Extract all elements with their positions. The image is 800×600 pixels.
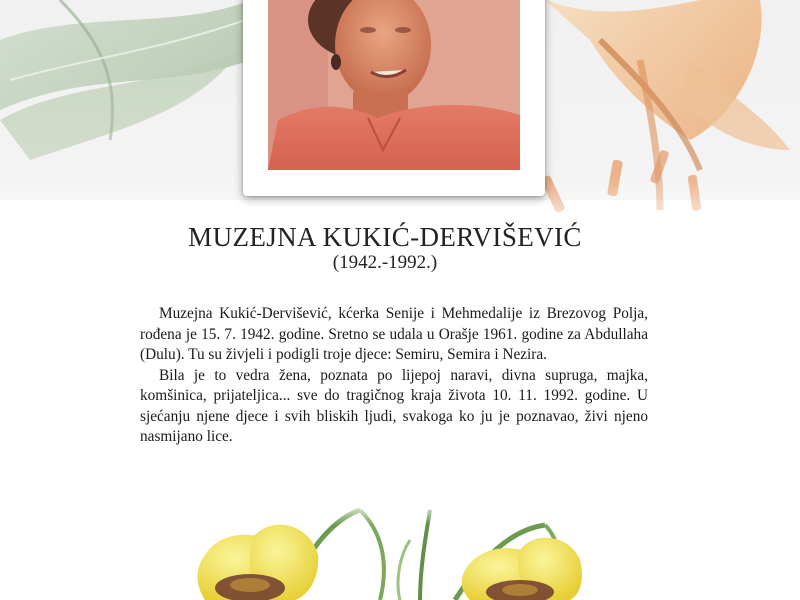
yellow-flowers-decoration-icon (0, 500, 800, 600)
life-dates: (1942.-1992.) (332, 252, 438, 273)
biography (140, 304, 648, 448)
portrait-icon (268, 0, 520, 170)
portrait-photo (268, 0, 520, 170)
biography-paragraph: Muzejna Kukić-Dervišević, kćerka Senije i Mehmedalije iz Brezovog Polja, rođena je 15. 7. 1942. godine. Sretno se udala u Orašje 1961. godine za Abdullaha (Dulu). Tu su živjeli i podigli troje djece: Semiru, Semira i Nezira. (140, 305, 648, 363)
person-name: MUZEJNA KUKIĆ-DERVIŠEVIĆ (188, 222, 582, 252)
biography-paragraph: Bila je to vedra žena, poznata po lijepoj naravi, divna supruga, majka, komšinica, prijateljica... sve do tragičnog kraja života 10. 11. 1992. godine. U sjećanju njene djece i svih bliskih ljudi, svakoga ko ju je poznavao, živi njeno nasmijano lice. (140, 366, 648, 445)
photo-frame (243, 0, 545, 196)
bottom-floral-background (0, 500, 800, 600)
